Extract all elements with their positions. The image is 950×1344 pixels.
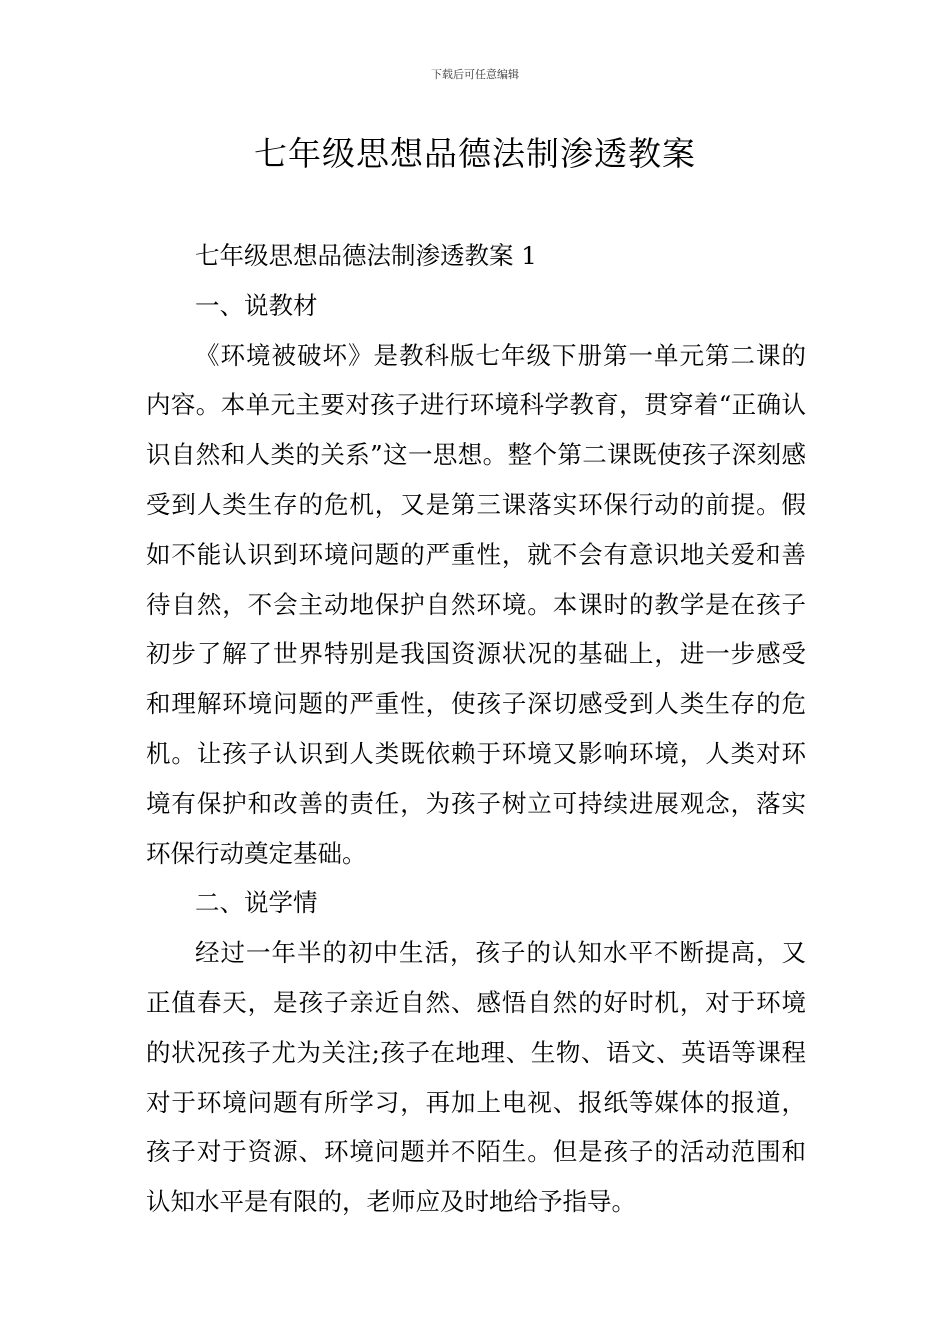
section-heading-textbook: 一、说教材 [195, 290, 318, 320]
document-title: 七年级思想品德法制渗透教案 [254, 134, 696, 173]
section-heading-lesson-plan: 七年级思想品德法制渗透教案 1 [195, 241, 537, 270]
document-body [146, 231, 806, 1227]
section-heading-students: 二、说学情 [195, 888, 318, 918]
paragraph-students: 经过一年半的初中生活，孩子的认知水平不断提高，又正值春天，是孩子亲近自然、感悟自然的好时机，对于环境的状况孩子尤为关注;孩子在地理、生物、语文、英语等课程对于环境问题有所学习，再加上电视、报纸等媒体的报道，孩子对于资源、环境问题并不陌生。但是孩子的活动范围和认知水平是有限的，老师应及时地给予指导。 [146, 938, 806, 1217]
header-note: 下载后可任意编辑 [431, 68, 519, 81]
paragraph-textbook: 《环境被破坏》是教科版七年级下册第一单元第二课的内容。本单元主要对孩子进行环境科学教育，贯穿着“正确认识自然和人类的关系”这一思想。整个第二课既使孩子深刻感受到人类生存的危机，又是第三课落实环保行动的前提。假如不能认识到环境问题的严重性，就不会有意识地关爱和善待自然，不会主动地保护自然环境。本课时的教学是在孩子初步了解了世界特别是我国资源状况的基础上，进一步感受和理解环境问题的严重性，使孩子深切感受到人类生存的危机。让孩子认识到人类既依赖于环境又影响环境，人类对环境有保护和改善的责任，为孩子树立可持续进展观念，落实环保行动奠定基础。 [146, 340, 806, 868]
